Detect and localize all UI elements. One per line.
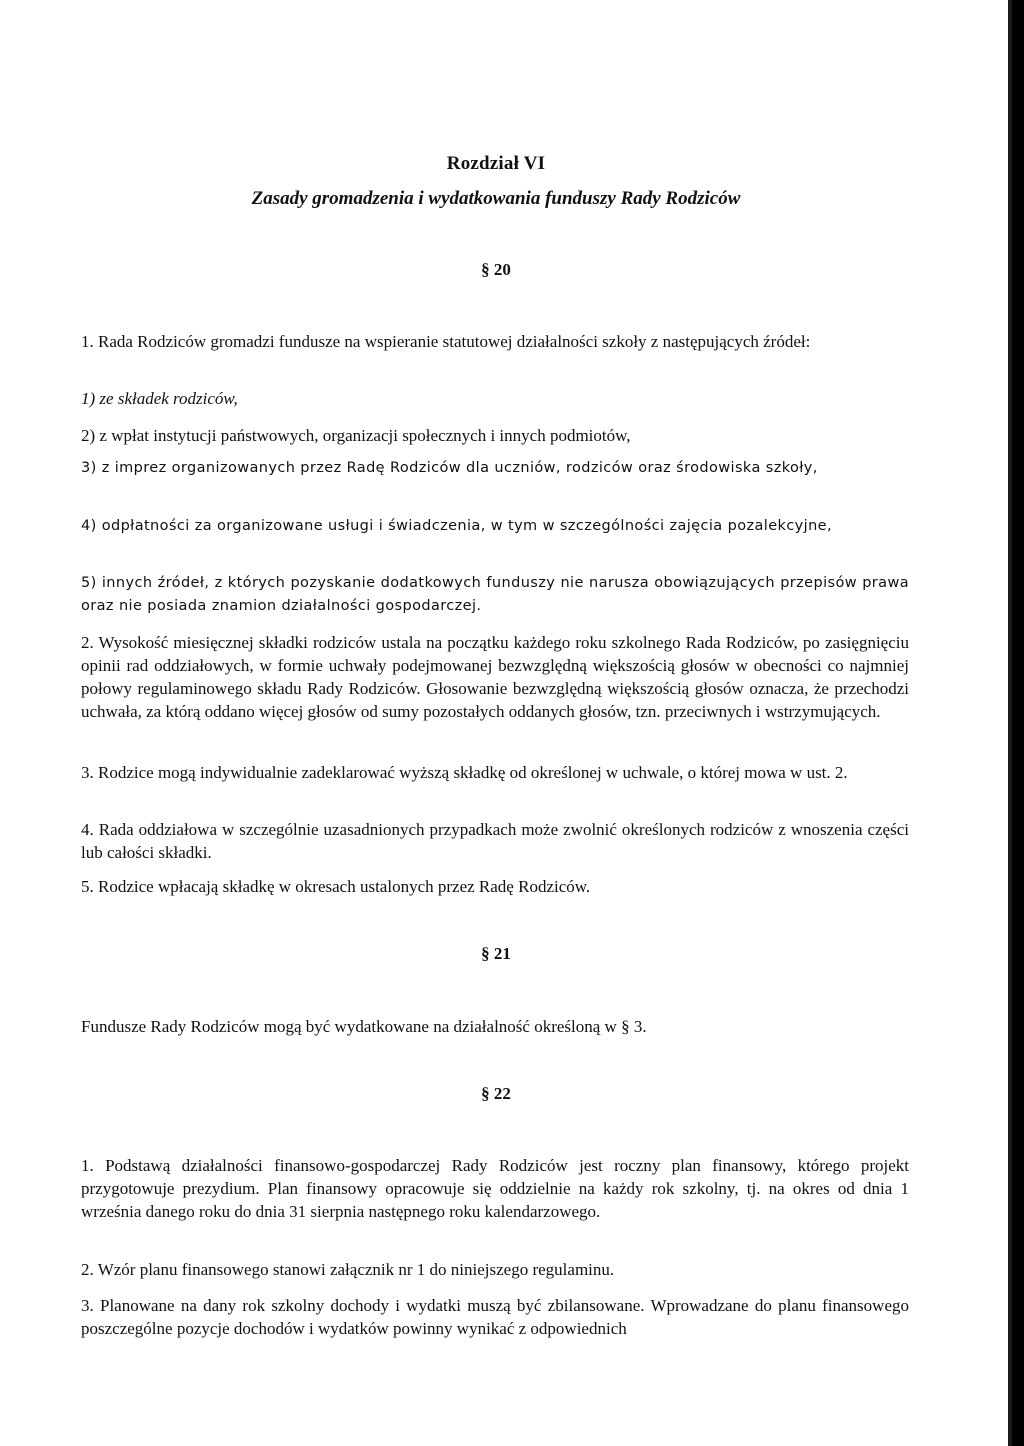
paragraph: 4. Rada oddziałowa w szczególnie uzasadnionych przypadkach może zwolnić określonych rodziców z wnoszenia części lub całości składki. xyxy=(81,820,909,862)
section-heading-21: § 21 xyxy=(481,944,511,963)
list-item: 3) z imprez organizowanych przez Radę Rodziców dla uczniów, rodziców oraz środowiska szkoły, xyxy=(81,460,818,476)
chapter-title: Rozdział VI xyxy=(446,153,546,174)
scan-edge xyxy=(1012,0,1024,1446)
section-heading-22: § 22 xyxy=(481,1084,511,1103)
paragraph: 1. Podstawą działalności finansowo-gospodarczej Rady Rodziców jest roczny plan finansowy, którego projekt przygotowuje prezydium. Plan finansowy opracowuje się oddzielnie na każdy rok szkolny, tj. na okres od dnia 1 września danego roku do dnia 31 sierpnia następnego roku kalendarzowego. xyxy=(81,1156,909,1221)
paragraph: 1. Rada Rodziców gromadzi fundusze na wspieranie statutowej działalności szkoły z następujących źródeł: xyxy=(81,332,811,351)
list-item: 1) ze składek rodziców, xyxy=(81,389,238,408)
paragraph: 3. Planowane na dany rok szkolny dochody i wydatki muszą być zbilansowane. Wprowadzane do planu finansowego poszczególne pozycje dochodów i wydatków powinny wynikać z odpowiednich xyxy=(81,1296,909,1338)
list-item: 2) z wpłat instytucji państwowych, organizacji społecznych i innych podmiotów, xyxy=(81,426,631,445)
list-item: 4) odpłatności za organizowane usługi i świadczenia, w tym w szczególności zajęcia pozalekcyjne, xyxy=(81,518,833,534)
paragraph: 3. Rodzice mogą indywidualnie zadeklarować wyższą składkę od określonej w uchwale, o której mowa w ust. 2. xyxy=(81,763,848,782)
list-item: 5) innych źródeł, z których pozyskanie dodatkowych funduszy nie narusza obowiązujących przepisów prawa oraz nie posiada znamion działalności gospodarczej. xyxy=(81,575,909,614)
paragraph: 2. Wysokość miesięcznej składki rodziców ustala na początku każdego roku szkolnego Rada Rodziców, po zasięgnięciu opinii rad oddziałowych, w formie uchwały podejmowanej bezwzględną większością głosów w obecności co najmniej połowy regulaminowego składu Rady Rodziców. Głosowanie bezwzględną większością głosów oznacza, że przechodzi uchwała, za którą oddano więcej głosów od sumy pozostałych oddanych głosów, tzn. przeciwnych i wstrzymujących. xyxy=(81,633,909,721)
chapter-subtitle: Zasady gromadzenia i wydatkowania funduszy Rady Rodziców xyxy=(251,188,741,209)
paragraph: Fundusze Rady Rodziców mogą być wydatkowane na działalność określoną w § 3. xyxy=(81,1017,647,1036)
paragraph: 5. Rodzice wpłacają składkę w okresach ustalonych przez Radę Rodziców. xyxy=(81,877,591,896)
section-heading-20: § 20 xyxy=(481,260,511,279)
paragraph: 2. Wzór planu finansowego stanowi załącznik nr 1 do niniejszego regulaminu. xyxy=(81,1260,615,1279)
